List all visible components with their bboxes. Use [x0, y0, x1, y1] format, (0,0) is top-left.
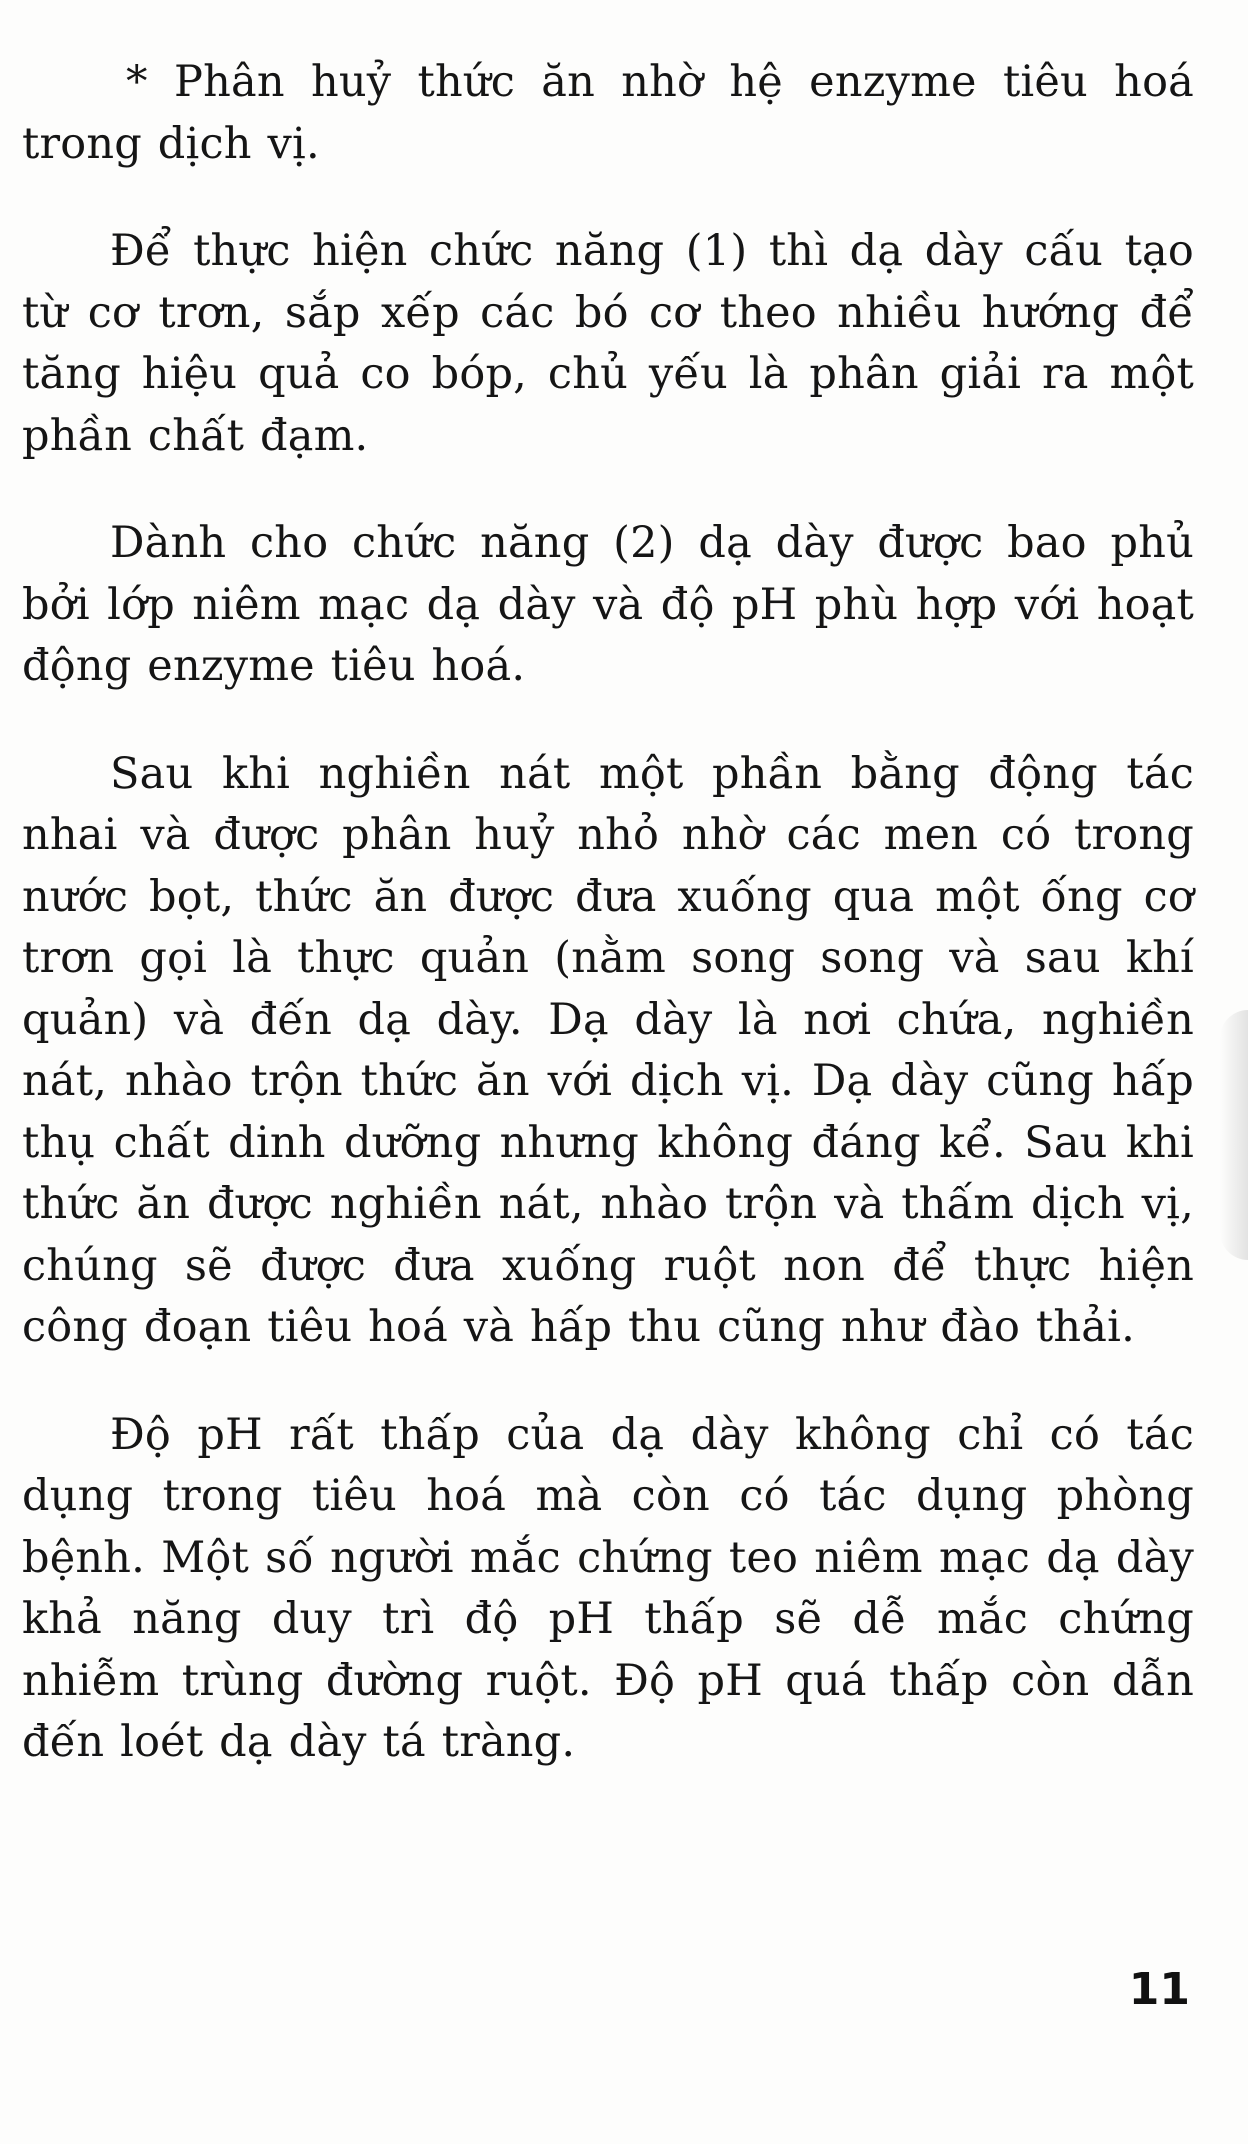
paragraph-digestion-process: Sau khi nghiền nát một phần bằng động tác nhai và được phân huỷ nhỏ nhờ các men có trong nước bọt, thức ăn được đưa xuống qua một ống cơ trơn gọi là thực quản (nằm song song và sau khí quản) và đến dạ dày. Dạ dày là nơi chứa, nghiền nát, nhào trộn thức ăn với dịch vị. Dạ dày cũng hấp thụ chất dinh dưỡng nhưng không đáng kể. Sau khi thức ăn được nghiền nát, nhào trộn và thấm dịch vị, chúng sẽ được đưa xuống ruột non để thực hiện công đoạn tiêu hoá và hấp thu cũng như đào thải.: [22, 748, 1194, 1352]
paragraph-enzyme-digestion: * Phân huỷ thức ăn nhờ hệ enzyme tiêu hoá trong dịch vị.: [22, 57, 1194, 169]
page-number: 11: [1128, 1964, 1190, 2015]
paragraph-low-ph: Độ pH rất thấp của dạ dày không chỉ có tác dụng trong tiêu hoá mà còn có tác dụng phòng bệnh. Một số người mắc chứng teo niêm mạc dạ dày khả năng duy trì độ pH thấp sẽ dễ mắc chứng nhiễm trùng đường ruột. Độ pH quá thấp còn dẫn đến loét dạ dày tá tràng.: [22, 1409, 1194, 1767]
body-text: [22, 52, 1194, 1820]
paragraph-function-1: Để thực hiện chức năng (1) thì dạ dày cấu tạo từ cơ trơn, sắp xếp các bó cơ theo nhiều hướng để tăng hiệu quả co bóp, chủ yếu là phân giải ra một phần chất đạm.: [22, 226, 1194, 461]
paragraph-function-2: Dành cho chức năng (2) dạ dày được bao phủ bởi lớp niêm mạc dạ dày và độ pH phù hợp với hoạt động enzyme tiêu hoá.: [22, 518, 1194, 691]
page-edge-shadow: [1220, 1010, 1248, 1260]
